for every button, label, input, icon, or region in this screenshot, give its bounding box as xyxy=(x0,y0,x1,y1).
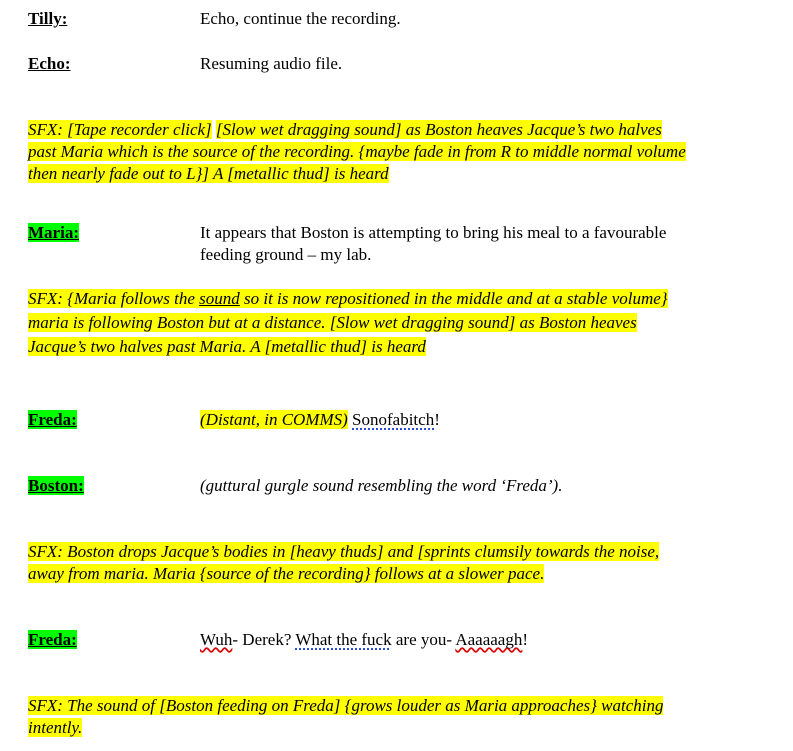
sfx-2-sound-word: sound xyxy=(199,289,240,308)
sfx-1-part-a: SFX: [Tape recorder click] xyxy=(28,120,212,139)
speaker-freda-2 xyxy=(28,629,91,651)
dialogue-maria-line-2: feeding ground – my lab. xyxy=(200,245,372,264)
speaker-freda-1-label: Freda: xyxy=(28,410,77,429)
speaker-freda-1 xyxy=(28,409,77,431)
sfx-3-line-2 xyxy=(28,563,544,585)
freda-2-derek: - Derek? xyxy=(232,630,296,649)
dialogue-freda-2 xyxy=(200,629,528,651)
sfx-2-line-1 xyxy=(28,288,668,310)
sfx-1-line-2 xyxy=(28,141,686,163)
sfx-2-line-2 xyxy=(28,312,637,334)
sfx-4-text-2: intently. xyxy=(28,718,83,737)
dialogue-echo: Resuming audio file. xyxy=(200,54,343,73)
sfx-3-line-1 xyxy=(28,541,659,563)
freda-1-direction: (Distant, in COMMS) xyxy=(200,410,348,429)
sfx-3-text-1: SFX: Boston drops Jacque’s bodies in [heavy thuds] and [sprints clumsily towards the noise, xyxy=(28,542,660,561)
sfx-4-text-1: SFX: The sound of [Boston feeding on Freda] {grows louder as Maria approaches} watching xyxy=(28,696,664,715)
speaker-maria-label: Maria: xyxy=(28,223,79,242)
sfx-3-text-2: away from maria. Maria {source of the recording} follows at a slower pace. xyxy=(28,564,545,583)
freda-2-scream: Aaaaaagh xyxy=(455,630,523,649)
sfx-4-line-1 xyxy=(28,695,663,717)
freda-2-phrase: What the fuck xyxy=(295,630,392,649)
dialogue-maria-line-1: It appears that Boston is attempting to bring his meal to a favourable xyxy=(200,223,667,242)
sfx-1-text-3: then nearly fade out to L}] A [metallic thud] is heard xyxy=(28,164,389,183)
speaker-echo: Echo: xyxy=(28,54,71,73)
dialogue-freda-1 xyxy=(200,409,440,431)
dialogue-boston: (guttural gurgle sound resembling the word ‘Freda’). xyxy=(200,476,563,495)
sfx-2-part-a: SFX: {Maria follows the xyxy=(28,289,200,308)
freda-2-are-you: are you- xyxy=(391,630,456,649)
sfx-1-line-1 xyxy=(28,119,662,141)
sfx-4-line-2 xyxy=(28,717,82,739)
speaker-tilly: Tilly: xyxy=(28,9,68,28)
sfx-2-text-3: Jacque’s two halves past Maria. A [metallic thud] is heard xyxy=(28,337,426,356)
sfx-1-line-3 xyxy=(28,163,389,185)
freda-2-wuh: Wuh xyxy=(200,630,233,649)
dialogue-tilly: Echo, continue the recording. xyxy=(200,9,401,28)
sfx-2-part-c: so it is now repositioned in the middle and at a stable volume} xyxy=(239,289,668,308)
freda-1-end: ! xyxy=(434,410,440,429)
sfx-1-text-2: past Maria which is the source of the recording. {maybe fade in from R to middle normal volume xyxy=(28,142,686,161)
speaker-boston-label: Boston: xyxy=(28,476,84,495)
speaker-maria xyxy=(28,222,93,244)
sfx-2-line-3 xyxy=(28,336,426,358)
freda-2-end: ! xyxy=(522,630,529,649)
speaker-boston xyxy=(28,475,98,497)
sfx-1-part-b: [Slow wet dragging sound] as Boston heaves Jacque’s two halves xyxy=(215,120,662,139)
freda-1-word: Sonofabitch xyxy=(352,410,435,429)
speaker-freda-2-label: Freda: xyxy=(28,630,77,649)
sfx-2-text-2: maria is following Boston but at a distance. [Slow wet dragging sound] as Boston heaves xyxy=(28,313,637,332)
